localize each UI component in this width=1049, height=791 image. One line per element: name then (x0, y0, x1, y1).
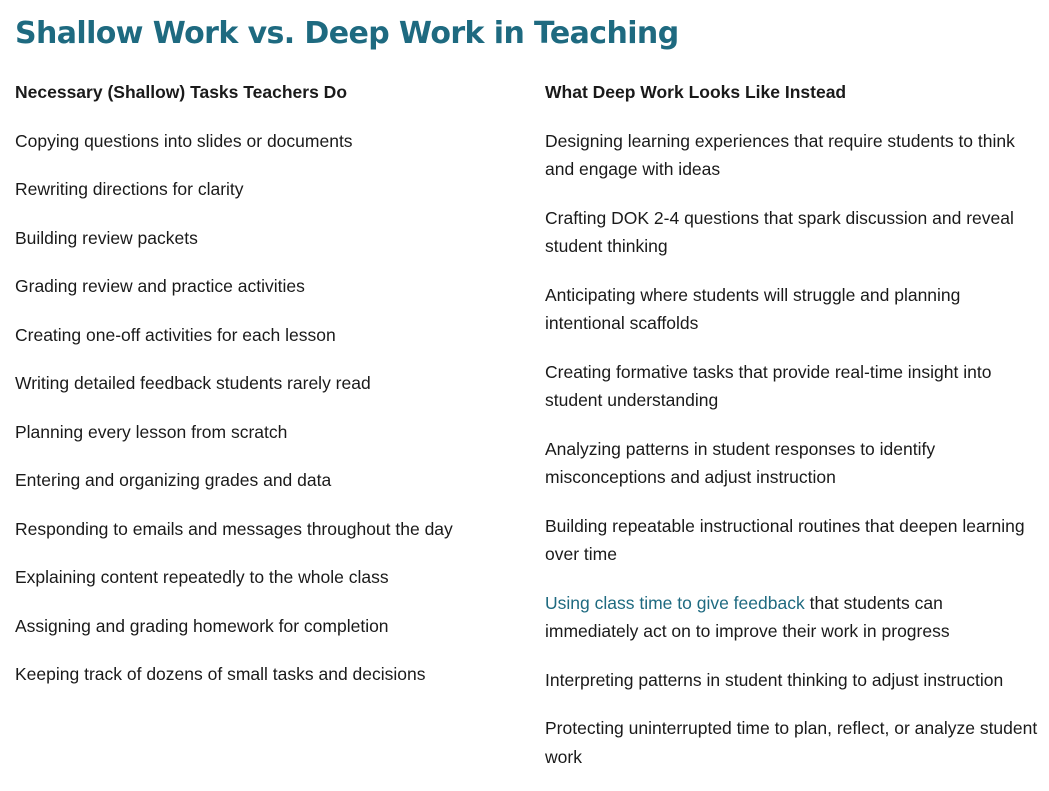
deep-work-item: Creating formative tasks that provide real-time insight into student understanding (545, 361, 992, 410)
deep-work-item-text: that students can immediately act on to improve their work in progress (545, 592, 950, 641)
deep-work-item: Interpreting patterns in student thinking to adjust instruction (545, 669, 1004, 690)
shallow-task-item: Writing detailed feedback students rarely read (15, 373, 371, 393)
deep-work-item: Anticipating where students will struggle and planning intentional scaffolds (545, 284, 961, 333)
deep-work-heading: What Deep Work Looks Like Instead (545, 82, 847, 102)
shallow-task-item: Rewriting directions for clarity (15, 179, 244, 199)
deep-work-item: Building repeatable instructional routines that deepen learning over time (545, 515, 1025, 564)
shallow-task-item: Grading review and practice activities (15, 276, 305, 296)
shallow-tasks-column (15, 78, 515, 709)
deep-work-column (545, 78, 1040, 791)
page-title: Shallow Work vs. Deep Work in Teaching (15, 16, 679, 51)
deep-work-item: Protecting uninterrupted time to plan, reflect, or analyze student work (545, 718, 1038, 767)
shallow-task-item: Assigning and grading homework for completion (15, 615, 389, 636)
shallow-task-item: Entering and organizing grades and data (15, 470, 332, 490)
shallow-task-item: Explaining content repeatedly to the whole class (15, 567, 389, 587)
shallow-task-item: Creating one-off activities for each lesson (15, 324, 336, 345)
shallow-task-item: Keeping track of dozens of small tasks and decisions (15, 664, 426, 684)
deep-work-item: Analyzing patterns in student responses to identify misconceptions and adjust instruction (545, 438, 936, 487)
shallow-task-item: Responding to emails and messages throughout the day (15, 518, 453, 539)
deep-work-item-with-link (545, 589, 1040, 646)
shallow-task-item: Planning every lesson from scratch (15, 421, 288, 442)
deep-work-item: Crafting DOK 2-4 questions that spark discussion and reveal student thinking (545, 207, 1014, 256)
deep-work-item: Designing learning experiences that require students to think and engage with ideas (545, 130, 1015, 179)
shallow-task-item: Building review packets (15, 227, 198, 248)
feedback-link[interactable]: Using class time to give feedback (545, 592, 805, 613)
shallow-tasks-heading: Necessary (Shallow) Tasks Teachers Do (15, 82, 348, 102)
shallow-task-item: Copying questions into slides or documents (15, 130, 353, 151)
